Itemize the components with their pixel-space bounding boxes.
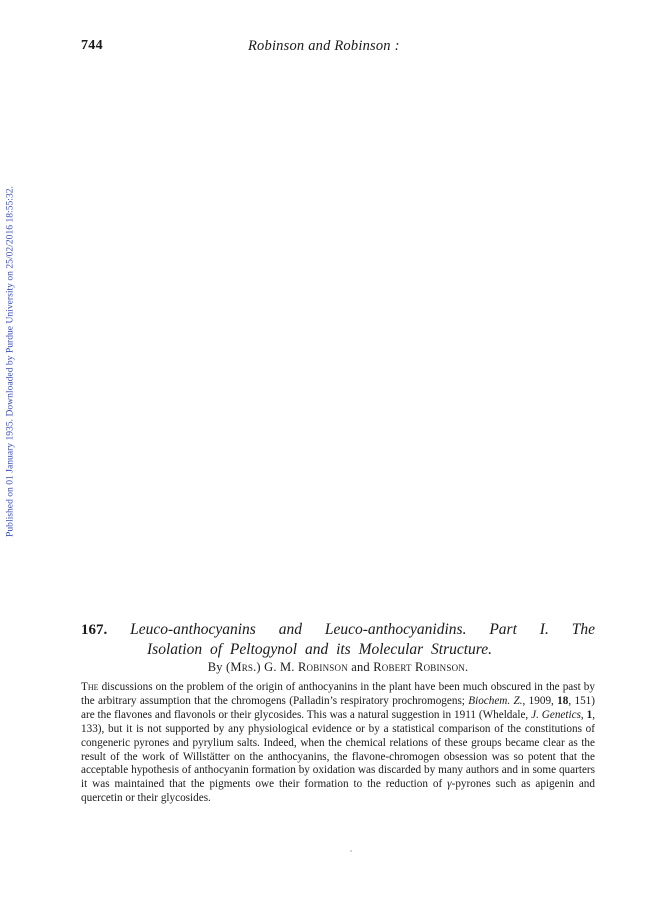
reference-volume: 18 [557, 694, 569, 707]
reference-volume: 1 [586, 708, 593, 721]
title-word: and [278, 621, 302, 638]
author-1: (Mrs.) G. M. Robinson [226, 660, 348, 674]
body-text-segment: , 1909, [522, 694, 558, 707]
byline [81, 660, 595, 675]
title-word: Part [489, 621, 517, 638]
body-text-segment: -pyrones such as apigenin and quercetin or their glycosides. [81, 778, 595, 805]
title-line-1 [81, 620, 595, 640]
reference-journal: J. Genetics [531, 708, 581, 721]
author-2: Robert Robinson. [373, 660, 469, 674]
lead-word: The [81, 681, 99, 693]
title-word: Leuco-anthocyanins [130, 621, 256, 638]
title-word: I. [539, 621, 549, 638]
download-stamp[interactable]: Published on 01 January 1935. Downloaded by Purdue University on 25/02/2016 18:55:32. [4, 186, 16, 537]
running-head: Robinson and Robinson : [248, 38, 400, 54]
byline-prefix: By [207, 660, 223, 674]
article-number: 167. [81, 622, 108, 638]
reference-journal: Biochem. Z. [468, 694, 523, 707]
gamma-symbol: γ [447, 778, 452, 791]
body-text-segment: discussions on the problem of the origin of anthocyanins in the plant have been much obscured in the past by the arbitrary assumption that the chromogens (Palladin’s respiratory prochromogens; [81, 681, 595, 707]
title-word: Leuco-anthocyanidins. [324, 621, 467, 638]
body-paragraph [81, 681, 595, 806]
title-word: The [571, 621, 595, 638]
article-title [81, 620, 595, 659]
byline-conjunction: and [351, 660, 370, 674]
body-text-segment: , 151) are the flavones and flavonols or their glycosides. This was a natural suggestion in 1911 (Wheldale, [81, 694, 595, 721]
title-line-2: Isolation of Peltogynol and its Molecular Structure. [147, 641, 493, 658]
body-text-segment: , [580, 708, 587, 721]
page-number: 744 [81, 38, 103, 53]
body-text-segment: , 133), but it is not supported by any physiological evidence or by a statistical comparison of the constitutions of congeneric pyrones and pyrylium salts. Indeed, when the chemical relations of these groups became clear as the result of the work of Willstätter on the anthocyanins, the flavone-chromogen obsession was so potent that the acceptable hypothesis of anthocyanin formation by oxidation was discarded by many authors and in some quarters it was maintained that the pigments owe their formation to the reduction of [81, 708, 595, 791]
scan-speck [350, 850, 352, 852]
